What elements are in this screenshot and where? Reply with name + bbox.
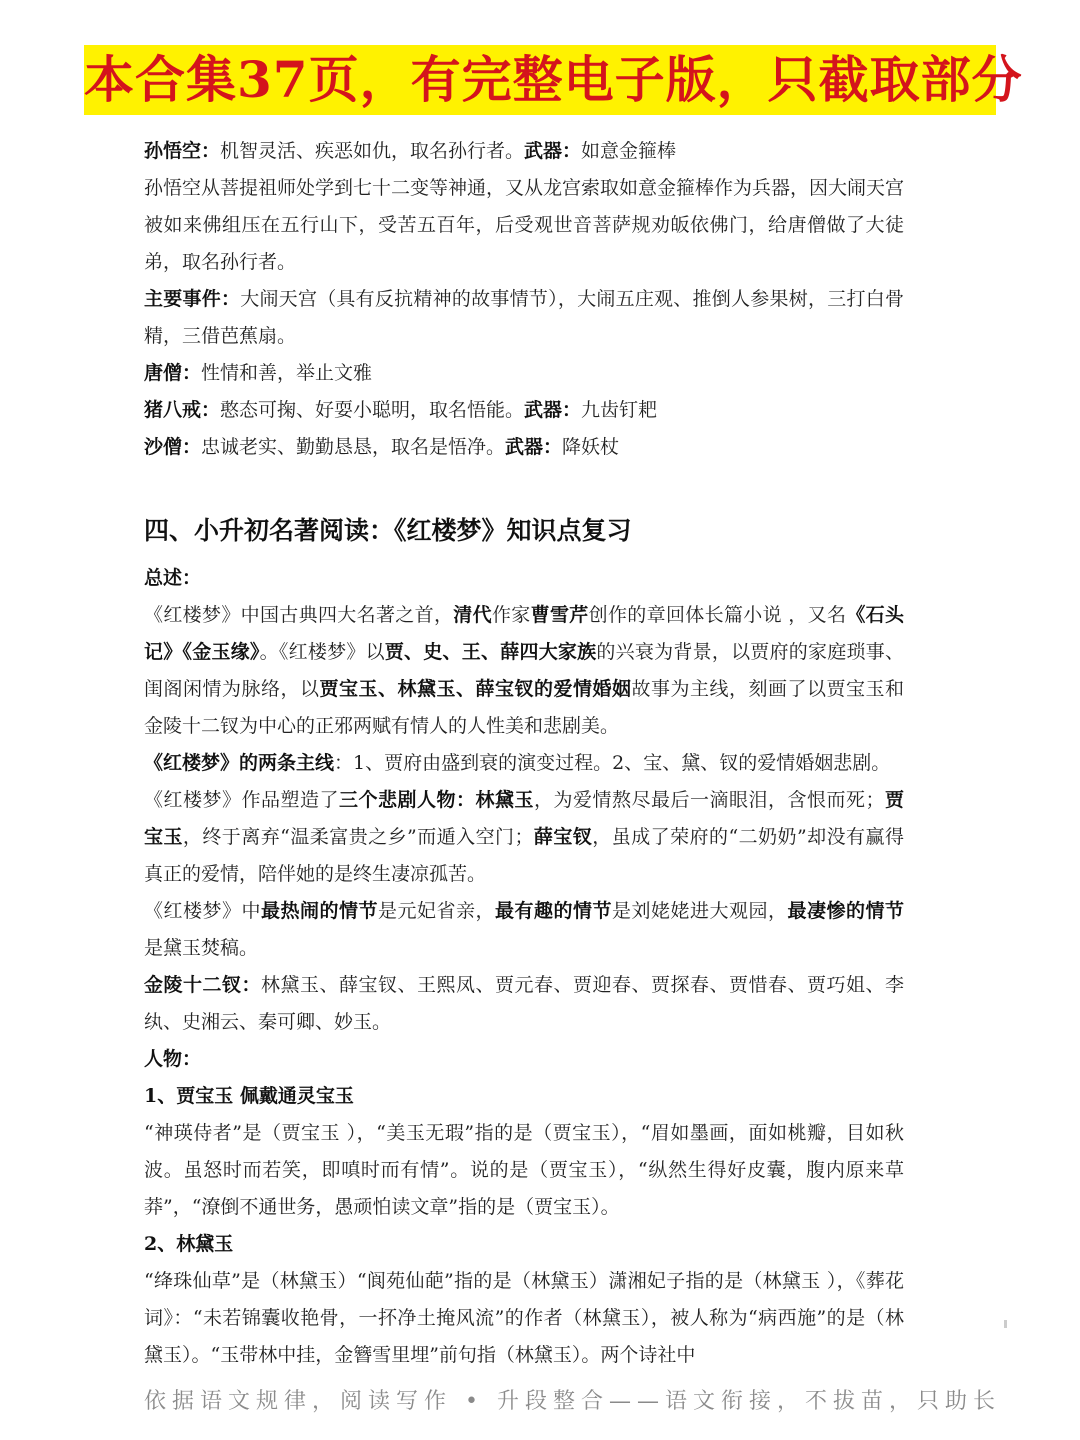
ov-text-9: 的兴衰为背景，以贾府的家庭琐事、闺阁闲情为脉络，以 [144,641,904,700]
pl-text-1: 《红楼梦》中 [144,900,261,922]
jinling-label: 金陵十二钗： [144,974,261,996]
shaseng-weapon-label: 武器： [505,436,563,458]
shaseng-weapon: 降妖杖 [562,436,620,458]
events-line [144,281,904,355]
tr-bold-6: 薛宝钗 [533,826,593,848]
tr-text-1: 《红楼梦》作品塑造了 [144,789,339,811]
ov-bold-8: 贾、史、王、薛四大家族 [384,641,597,663]
mainlines-label: 《红楼梦》的两条主线 [144,752,335,774]
char-2-heading: 2、林黛玉 [144,1233,234,1255]
wukong-description: 孙悟空从菩提祖师处学到七十二变等神通，又从龙宫索取如意金箍棒作为兵器，因大闹天宫被如来佛组压在五行山下，受苦五百年，后受观世音菩萨规劝皈依佛门，给唐僧做了大徒弟，取名孙行者。 [144,177,905,273]
tr-text-5: ，终于离弃“温柔富贵之乡”而遁入空门； [182,826,534,848]
mainlines-text: ：1、贾府由盛到衰的演变过程。2、宝、黛、钗的爱情婚姻悲剧。 [334,752,891,774]
tangseng-label: 唐僧： [144,362,202,384]
events-label: 主要事件： [144,288,241,310]
wukong-label: 孙悟空： [144,140,221,162]
page-footer: 依据语文规律，阅读写作 • 升段整合——语文衔接，不拔苗，只助长 [144,1389,1001,1414]
ov-text-3: 作家 [491,604,531,626]
pl-text-7: 是黛玉焚稿。 [144,937,259,959]
tr-text-7: ，虽成了荣府的“二奶奶”却没有赢得真正的爱情，陪伴她的是终生凄凉孤苦。 [144,826,904,885]
shaseng-label: 沙僧： [144,436,202,458]
overview-paragraph [144,597,904,745]
jinling-text: 林黛玉、薛宝钗、王熙凤、贾元春、贾迎春、贾探春、贾惜春、贾巧姐、李纨、史湘云、秦可卿、妙玉。 [144,974,904,1033]
document-body [144,133,904,1374]
wukong-weapon-label: 武器： [524,140,582,162]
ov-text-5: 创作的章回体长篇小说 ，又名 [588,604,847,626]
ov-bold-4: 曹雪芹 [530,604,589,626]
char-1-text: “神瑛侍者”是（贾宝玉 ），“美玉无瑕”指的是（贾宝玉），“眉如墨画，面如桃瓣，目如秋波。虽怒时而若笑，即嗔时而有情”。说的是（贾宝玉），“纵然生得好皮囊，腹内原来草莽”，“潦倒不通世务，愚顽怕读文章”指的是（贾宝玉）。 [144,1122,904,1218]
shaseng-line [144,429,904,466]
shaseng-text: 忠诚老实、勤勤恳恳，取名是悟净。 [201,436,506,458]
events-text: 大闹天宫（具有反抗精神的故事情节），大闹五庄观、推倒人参果树，三打白骨精，三借芭蕉扇。 [144,288,904,347]
bajie-text: 憨态可掬、好耍小聪明，取名悟能。 [220,399,525,421]
pl-text-5: 是刘姥姥进大观园， [612,900,788,922]
bajie-weapon: 九齿钉耙 [581,399,658,421]
pl-bold-2: 最热闹的情节 [261,900,378,922]
edge-mark [1004,1320,1007,1328]
jinling-paragraph [144,967,904,1041]
pl-bold-4: 最有趣的情节 [495,900,612,922]
wukong-weapon: 如意金箍棒 [581,140,677,162]
section-gap [144,466,904,503]
char-1-heading: 1、贾宝玉 佩戴通灵宝玉 [144,1085,354,1107]
tragic-figures-paragraph [144,782,904,893]
bajie-line [144,392,904,429]
ov-bold-10: 贾宝玉、林黛玉、薛宝钗的爱情婚姻 [319,678,632,700]
bajie-label: 猪八戒： [144,399,221,421]
ov-text-1: 《红楼梦》中国古典四大名著之首， [144,604,454,626]
tr-bold-4: 贾宝玉 [144,789,904,848]
tangseng-line [144,355,904,392]
wukong-line [144,133,904,170]
char-2-text: “绛珠仙草”是（林黛玉）“阆苑仙葩”指的是（林黛玉）潇湘妃子指的是（林黛玉 ），《葬花词》：“未若锦囊收艳骨，一抔净土掩风流”的作者（林黛玉），被人称为“病西施”的是（林黛玉）。“玉带林中挂，金簪雪里埋”前句指（林黛玉）。两个诗社中 [144,1270,904,1366]
wukong-text: 机智灵活、疾恶如仇，取名孙行者。 [220,140,525,162]
ov-bold-2: 清代 [453,604,492,626]
pl-text-3: 是元妃省亲， [378,900,495,922]
pl-bold-6: 最凄惨的情节 [787,900,904,922]
ov-bold-6: 《石头记》《金玉缘》 [144,604,904,663]
mainlines-line [144,745,904,782]
ov-text-7: 。《红楼梦》以 [259,641,385,663]
tangseng-text: 性情和善，举止文雅 [201,362,373,384]
overview-label: 总述： [144,567,202,589]
tr-bold-2: 三个悲剧人物：林黛玉 [338,789,534,811]
ov-text-11: 故事为主线，刻画了以贾宝玉和金陵十二钗为中心的正邪两赋有情人的人性美和悲剧美。 [144,678,904,737]
tr-text-3: ，为爱情熬尽最后一滴眼泪，含恨而死； [533,789,885,811]
bajie-weapon-label: 武器： [524,399,582,421]
promo-banner: 本合集37页，有完整电子版，只截取部分 [84,45,996,115]
plots-paragraph [144,893,904,967]
characters-label: 人物： [144,1048,202,1070]
section-heading: 四、小升初名著阅读：《红楼梦》知识点复习 [144,516,632,545]
